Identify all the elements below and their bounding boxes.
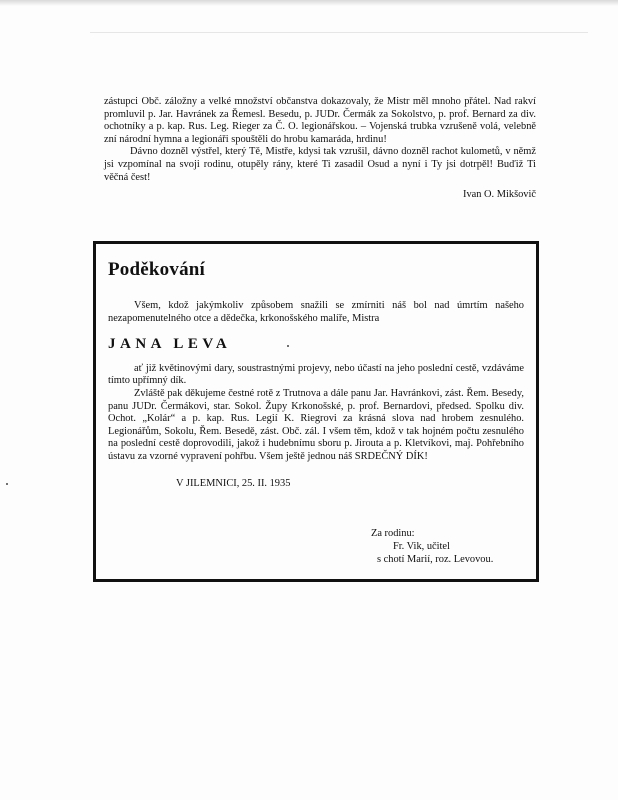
notice-thanks-1: ať již květinovými dary, soustrastnými projevy, nebo účastí na jeho poslední cestě, vzdáváme tímto upřímný dík. bbox=[108, 362, 524, 387]
scan-artifact-line bbox=[90, 32, 588, 33]
family-line-1: Za rodinu: bbox=[371, 528, 415, 539]
family-line-3: s chotí Marií, roz. Levovou. bbox=[377, 554, 494, 565]
scan-speck bbox=[287, 345, 289, 347]
article-paragraph-2: Dávno dozněl výstřel, který Tě, Mistře, kdysi tak vzrušil, dávno dozněl rachot kulometů, v němž jsi vzpomínal na svoji rodinu, otupěly rány, které Ti zasadil Osud a nyní i Ty jsi dotrpěl! Buďiž Ti věčná čest! bbox=[104, 146, 536, 183]
thank-you-notice-frame bbox=[93, 241, 539, 582]
scan-top-edge bbox=[0, 0, 618, 6]
notice-title: Poděkování bbox=[108, 259, 206, 280]
article-paragraph-1: zástupci Obč. záložny a velké množství občanstva dokazovaly, že Mistr měl mnoho přátel. Nad rakví promluvil p. Jar. Havránek za Řemesl. Besedu, p. JUDr. Čermák za Sokolstvo, p. prof. Bernard za div. ochotníky a p. kap. Rus. Leg. Rieger za Č. O. legionářskou. – Vojenská trubka vzrušeně volá, velebně zní národní hymna a legionáři spouštěli do hrobu kamaráda, hrdinu! bbox=[104, 96, 536, 145]
notice-thanks-2: Zvláště pak děkujeme čestné rotě z Trutnova a dále panu Jar. Havránkovi, zást. Řem. Besedy, panu JUDr. Čermákovi, star. Sokol. Župy Krkonošské, p. prof. Bernardovi, předsed. Spolku div. Ochot. „Kolár“ a p. kap. Rus. Legií K. Riegrovi za krásná slova nad hrobem zesnulého. Legionářům, Sokolu, Řem. Besedě, zást. Obč. zál. I všem těm, kdož v tak hojném počtu zesnulého na poslední cestě doprovodili, jakož i hudebnímu sboru p. Jirouta a p. Kletvíkovi, maj. Pohřebního ústavu za vzorné vypravení pohřbu. Všem ještě jednou náš SRDEČNÝ DÍK! bbox=[108, 387, 524, 462]
notice-intro: Všem, kdož jakýmkoliv způsobem snažili se zmírniti náš bol nad úmrtím našeho nezapomenutelného otce a dědečka, krkonošského malíře, Mistra bbox=[108, 300, 524, 324]
scan-speck bbox=[6, 483, 8, 485]
deceased-name: JANA LEVA bbox=[108, 336, 232, 353]
notice-body bbox=[108, 300, 524, 490]
family-line-2: Fr. Vik, učitel bbox=[393, 541, 450, 552]
notice-place-date: V JILEMNICI, 25. II. 1935 bbox=[176, 477, 291, 489]
family-signature bbox=[371, 527, 493, 566]
article-signature: Ivan O. Mikšovič bbox=[462, 189, 536, 201]
article-continuation bbox=[104, 96, 536, 202]
